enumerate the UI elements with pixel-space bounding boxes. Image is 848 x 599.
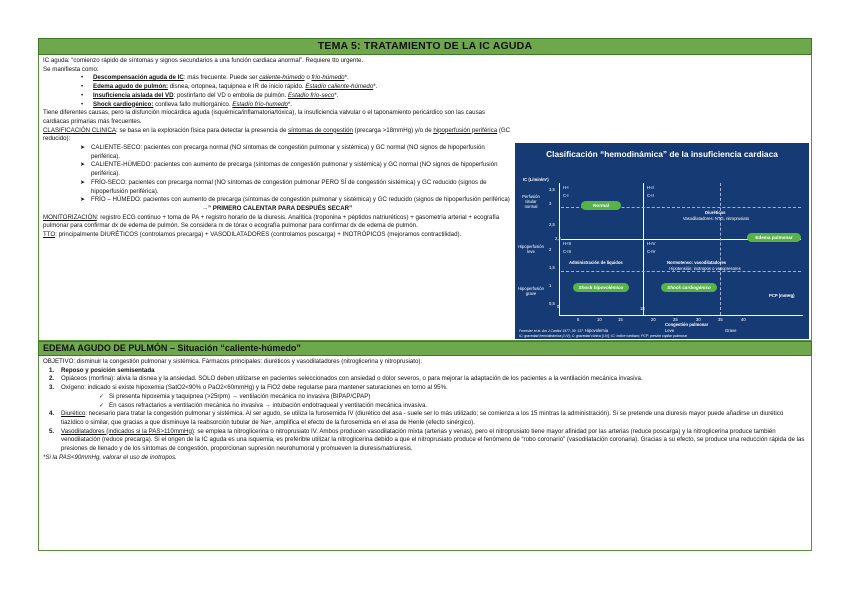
- term: Shock cardiogénico:: [93, 100, 154, 108]
- item-text: : se emplea la nitroglicerina o nitroprusiato IV. Ambos producen vasodilatación mixta (arterias y venas), pero el nitroprusiato tiene mayor afinidad por las arterias (reduce poscarga) y la nitroglicerina produce también venodilatación (reduce precarga). Si el origen de la IC aguda es una isquemia, es preferible utilizar la nitroglicerina debido a que el nitroprusiato produce el fenómeno de “robo coronario” (vasodilatación coronaria). Gracias a su efecto, se produce una reducción rápida de las presiones de llenado y de los síntomas de congestión, proporcionan supresión neurohumoral y promueven la diuresis/natriuresis.: [61, 427, 805, 453]
- term: síntomas de congestión: [288, 126, 353, 134]
- item-number: 2.: [49, 375, 55, 383]
- quadrant-label: H-I: [563, 185, 569, 190]
- figure-title: Clasificación “hemodinámica” de la insuficiencia cardiaca: [546, 149, 778, 159]
- page: [38, 38, 812, 551]
- perfusion-normal-label: Perfusión tisular normal: [522, 194, 540, 209]
- tto-paragraph: [43, 231, 511, 240]
- text: *.: [287, 100, 293, 108]
- text: : se basa en la exploración física para detectar la presencia de: [116, 126, 289, 134]
- y-tick: 0,5: [549, 301, 555, 306]
- admin-liquidos-label: Administración de líquidos: [569, 260, 623, 265]
- item-text: Opiáceos (morfina): alivia la disnea y la ansiedad. SOLO deben utilizarse en pacientes seleccionados con ansiedad o dolor severos, o para mejorar la adaptación de los pacientes a la ventilación mecánica invasiva.: [61, 375, 643, 383]
- text: *.: [344, 74, 349, 82]
- intro-line2: Se manifiesta como:: [43, 65, 99, 73]
- item-number: 1.: [49, 366, 55, 374]
- term: Edema agudo de pulmón:: [93, 83, 169, 91]
- x-tick: 10: [597, 317, 602, 322]
- y-tick: 3: [549, 201, 552, 206]
- term: Descompensación aguda de IC: [93, 74, 184, 82]
- section-ic-aguda: [38, 55, 812, 341]
- diureticos-label: Diuréticos: [705, 210, 726, 215]
- list-item: [43, 367, 807, 376]
- clasif-paragraph: [43, 127, 511, 144]
- manifest-list: [43, 74, 543, 109]
- list-item: [43, 101, 543, 110]
- source-note: Forrester et al. Am J Cardiol 1977; 39: 137.: [519, 329, 584, 333]
- item-text: : necesario para tratar la congestión pulmonar y sistémica. Al ser agudo, se utiliza la furosemida IV (diurético del asa - suele ser lo más utilizado; se comienza a los 15 mintras la administración). Si se pretende una diuresis mayor puede añadirse un diurético tiazídico o similar, que gracias a que disminuye la reabsorción tubular de Na+, amplifica el efecto de la furosemida en el asa de Henle (efecto sinérgico).: [61, 410, 784, 426]
- y-axis-line: [559, 183, 560, 315]
- divider-v: [643, 183, 644, 315]
- hipoperf-grave-label: Hipoperfusión grave: [518, 286, 544, 296]
- check-item: ✓ Si presenta hipoxemia y taquipnea (>25rpm) → ventilación mecánica no invasiva (BIPAP/CPAP): [43, 393, 807, 402]
- normal-pill: Normal: [581, 201, 621, 210]
- vasodil-label: Vasodilatadores: NTG, nitroprusiato: [682, 216, 750, 221]
- text: disnea, ortopnea, taquipnea e IR de inicio rápido.: [168, 83, 306, 91]
- list-item: [43, 410, 807, 427]
- y-axis-label: IC (L/min/m²): [523, 177, 549, 182]
- x-tick: 40: [741, 317, 746, 322]
- edema-pill: Edema pulmonar: [747, 233, 801, 242]
- check-item: ✓ En casos refractarios a ventilación mecánica no invasiva → intubación endotraqueal y ventilación mecánica invasiva.: [43, 402, 807, 411]
- hipoperf-leve-label: Hipoperfusión leve: [518, 244, 544, 254]
- gridline: [561, 271, 801, 272]
- text: *.: [334, 91, 339, 99]
- left-column: [43, 57, 511, 74]
- intro-line: IC aguda: “comienzo rápido de síntomas y signos secundarios a una función cardiaca anormal”. Requiere tto urgente.: [43, 57, 364, 64]
- label: MONITORIZACIÓN: [43, 213, 97, 221]
- list-item: [43, 428, 807, 454]
- x-category: Leve: [665, 328, 675, 333]
- causes-paragraph: Tiene diferentes causas, pero la disfunción miocárdica aguda (isquémica/inflamatoria/tóxica), la insuficiencia valvular o el taponamiento pericárdico son las causas cardiacas primarias más frecuentes.: [43, 109, 486, 125]
- list-item: [43, 384, 807, 393]
- list-item: ➤ FRÍO – HÚMEDO: pacientes con aumento de precarga (síntomas de congestión pulmonar y sistémica) y GC reducido (signos de hipoperfusión periférica): [43, 196, 511, 205]
- x-tick: 25: [673, 317, 678, 322]
- item-number: 3.: [49, 384, 55, 392]
- item-label: Diurético: [61, 410, 86, 418]
- text: : registro ECG continuo + toma de PA + registro horario de la diuresis. Analítica (troponina + péptidos natriuréticos) + gasometría arterial + ecografía pulmonar para confirmar dx de edema de pulmón. Se considera rx de tórax o ecografía pulmonar para confirmar dx de edema de pulmón.: [43, 213, 500, 230]
- shock-cardiogenico-pill: Shock cardiogénico: [661, 283, 717, 292]
- text: : principalmente DIURÉTICOS (controlamos precarga) + VASODILATADORES (controlamos poscarga) + INOTRÓPICOS (mejoramos contractilidad).: [55, 231, 462, 239]
- list-item: ➤ FRÍO-SECO: pacientes con precarga normal (NO síntomas de congestión pulmonar PERO SÍ de congestión sistémica) y GC reducido (signos de hipoperfusión periférica).: [43, 179, 511, 196]
- label: CLASIFICACIÓN CLINICA: [43, 126, 117, 134]
- text: o: [304, 74, 312, 82]
- text: *.: [373, 83, 378, 91]
- normotenso-label: Normotenso: vasodilatadores: [667, 260, 727, 265]
- gridline: [720, 183, 721, 315]
- classes-list: [43, 144, 511, 205]
- x-tick: 15: [618, 317, 623, 322]
- quadrant-label: H-II: [647, 185, 654, 190]
- legend-note: IC: gravedad hemodinámica (I-IV); C: gravedad clínica (I-IV); IC: índice cardiaco; PCP: presión capilar pulmonar: [519, 334, 688, 338]
- text: : más frecuente. Puede ser: [183, 74, 260, 82]
- text: (GC reducido):: [43, 126, 511, 143]
- label: TTO: [43, 231, 56, 239]
- quadrant-label: C-III: [563, 249, 571, 254]
- list-item: ➤ CALIENTE-HÚMEDO: pacientes con aumento de precarga (síntomas de congestión pulmonar y sistémica) y GC normal (NO signos de hipoperfusión periférica).: [43, 161, 511, 178]
- x-axis-line: [559, 315, 803, 316]
- x-tick: 35: [718, 317, 723, 322]
- x-tick: 5: [577, 317, 580, 322]
- x-axis-label: PCP (mmHg): [769, 293, 795, 298]
- y-tick: 2: [549, 247, 552, 252]
- item-text: Reposo y posición semisentada: [61, 366, 155, 374]
- list-item: [43, 74, 543, 83]
- stage: Estadío frío-humedo: [232, 100, 288, 108]
- quadrant-label: C-IV: [647, 249, 656, 254]
- list-item: ➤ CALIENTE-SECO: pacientes con precarga normal (NO síntomas de congestión pulmonar y sistémica) y GC normal (NO signos de hipoperfusión periférica).: [43, 144, 511, 161]
- stage: Estadío caliente-húmedo: [305, 83, 374, 91]
- congestion-label: Congestión pulmonar: [665, 322, 709, 327]
- monit-paragraph: [43, 214, 511, 231]
- term: hipoperfusión periférica: [433, 126, 498, 134]
- y-tick: 3,5: [549, 187, 555, 192]
- item-number: 4.: [49, 410, 55, 418]
- x-tick: 0: [557, 304, 560, 309]
- text: conlleva fallo multiorgánico.: [153, 100, 233, 108]
- x-category: Grave: [725, 328, 737, 333]
- x-tick: 18: [640, 306, 645, 311]
- text: (precarga >18mmHg) y/o de: [352, 126, 434, 134]
- quadrant-label: H-IV: [647, 241, 656, 246]
- stage: caliente-húmedo: [259, 74, 305, 82]
- y-tick: 2,5: [549, 222, 555, 227]
- quadrant-label: C-II: [647, 193, 654, 198]
- text: : postinfarto del VD o embolia de pulmón.: [173, 91, 288, 99]
- objetivo-line: OBJETIVO: disminuir la congestión pulmonar y sistémica. Fármacos principales: diuréticos y vasodilatadores (nitroglicerina y nitroprusiato).: [43, 358, 423, 365]
- y-tick: 1: [549, 283, 552, 288]
- hemodynamic-classification-figure: [515, 143, 809, 339]
- stage: frío-húmedo: [311, 74, 345, 82]
- shock-hipovolemico-pill: Shock hipovolémico: [573, 283, 629, 292]
- x-tick: 30: [696, 317, 701, 322]
- y-tick: 1,5: [549, 265, 555, 270]
- x-tick: 20: [651, 317, 656, 322]
- y-tick: 2,2: [555, 236, 561, 241]
- item-text: Oxígeno: indicado si existe hipoxemia (SatO2<90% o PaO2<60mmHg) y la FiO2 debe regularse para mantener saturaciones en torno al 95%.: [61, 384, 448, 392]
- list-item: [43, 83, 543, 92]
- stage: Estadío frío-seco: [287, 91, 335, 99]
- item-number: 5.: [49, 427, 55, 435]
- quadrant-label: H-III: [563, 241, 571, 246]
- term: Insuficiencia aislada del VD: [93, 91, 174, 99]
- footnote: *Si la PAS<90mmHg, valorar el uso de inotropos.: [43, 453, 177, 461]
- section-title-edema: EDEMA AGUDO DE PULMÓN – Situación “caliente-húmedo”: [38, 341, 812, 356]
- list-item: [43, 92, 543, 101]
- quadrant-label: C-I: [563, 193, 569, 198]
- primero-line: →” PRIMERO CALENTAR PARA DESPUÉS SECAR”: [201, 204, 353, 212]
- hipotenso-label: Hipotensión: inotropos o vasopresores: [669, 266, 741, 271]
- item-label: Vasodilatadores (indicados si la PAS>110mmHg): [61, 427, 194, 435]
- list-item: [43, 375, 807, 384]
- page-title: TEMA 5: TRATAMIENTO DE LA IC AGUDA: [38, 38, 812, 55]
- section-edema: [38, 356, 812, 551]
- x-category: Hipovolemia: [585, 328, 609, 333]
